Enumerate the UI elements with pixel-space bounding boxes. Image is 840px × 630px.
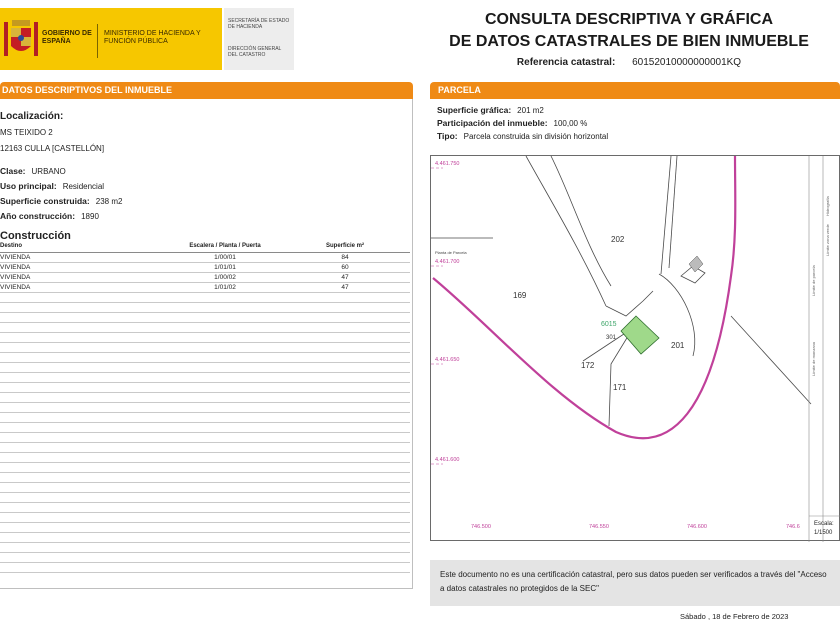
empty-table-row: [0, 293, 410, 303]
superficie-label: Superficie construida:: [0, 196, 90, 206]
column-header: Superficie m²: [325, 243, 364, 249]
document-title: [420, 9, 838, 53]
coat-of-arms-icon: [4, 16, 38, 62]
uso-label: Uso principal:: [0, 181, 57, 191]
empty-table-row: [0, 343, 410, 353]
table-cell: VIVIENDA: [0, 254, 31, 261]
anio-label: Año construcción:: [0, 211, 76, 221]
table-cell: 1/01/01: [214, 264, 236, 271]
construccion-table: [0, 243, 410, 573]
construccion-title: Construcción: [0, 230, 71, 242]
secretaria-label: SECRETARÍA DE ESTADO DE HACIENDA: [228, 18, 290, 30]
empty-table-row: [0, 453, 410, 463]
tipo-value: Parcela construida sin división horizontal: [463, 132, 609, 141]
empty-table-row: [0, 423, 410, 433]
empty-table-row: [0, 563, 410, 573]
clase-label: Clase:: [0, 166, 26, 176]
divider: [97, 24, 98, 58]
empty-table-row: [0, 443, 410, 453]
table-row: [0, 283, 410, 293]
superficie-value: 238 m2: [95, 197, 123, 206]
sup-grafica-row: [437, 104, 837, 117]
secretaria-block: [224, 8, 294, 70]
empty-table-row: [0, 493, 410, 503]
direccion-label: DIRECCIÓN GENERAL DEL CATASTRO: [228, 46, 282, 58]
government-logo-block: [0, 8, 222, 70]
sup-grafica-value: 201 m2: [517, 106, 544, 115]
y-coordinate-label: 4.461.700: [435, 259, 460, 265]
sup-grafica-label: Superficie gráfica:: [437, 105, 512, 115]
table-cell: 1/01/02: [214, 284, 236, 291]
x-coordinate-label: 746.550: [589, 524, 609, 530]
x-coordinate-label: 746.500: [471, 524, 491, 530]
empty-table-row: [0, 483, 410, 493]
empty-table-row: [0, 353, 410, 363]
legend-manzana: Límite de manzana: [811, 341, 816, 376]
parcel-number: 301: [606, 335, 617, 341]
column-header: Destino: [0, 243, 23, 249]
table-cell: 47: [341, 284, 349, 291]
empty-table-row: [0, 373, 410, 383]
empty-table-row: [0, 463, 410, 473]
parcel-number: 169: [513, 291, 527, 300]
anio-value: 1890: [81, 212, 99, 221]
title-line-2: DE DATOS CATASTRALES DE BIEN INMUEBLE: [449, 33, 809, 50]
legend-parcela: Límite de parcela: [811, 265, 816, 296]
y-coordinate-label: 4.461.750: [435, 161, 460, 167]
cadastral-map[interactable]: [430, 155, 840, 541]
parcela-info: [437, 104, 837, 143]
table-row: [0, 263, 410, 273]
empty-table-row: [0, 523, 410, 533]
ministerio-label: MINISTERIO DE HACIENDA Y FUNCIÓN PÚBLICA: [104, 30, 201, 45]
table-cell: 1/00/01: [214, 254, 236, 261]
target-parcel: [621, 316, 659, 354]
participacion-value: 100,00 %: [553, 119, 588, 128]
table-cell: 60: [341, 264, 349, 271]
parcel-number: 172: [581, 361, 595, 370]
address-line-2: 12163 CULLA [CASTELLÓN]: [0, 144, 105, 153]
datos-descriptivos-header: DATOS DESCRIPTIVOS DEL INMUEBLE: [0, 82, 413, 99]
empty-table-row: [0, 333, 410, 343]
empty-table-row: [0, 433, 410, 443]
table-row: [0, 273, 410, 283]
parcel-number: 201: [671, 341, 685, 350]
table-cell: VIVIENDA: [0, 264, 31, 271]
address-line-1: MS TEIXIDO 2: [0, 128, 53, 137]
anio-row: [0, 209, 99, 224]
legend-zona-verde: Límite zona verde: [825, 224, 830, 256]
empty-table-row: [0, 323, 410, 333]
parcela-header: PARCELA: [430, 82, 840, 99]
ref-label: Referencia catastral:: [516, 57, 616, 68]
superficie-row: [0, 194, 122, 209]
empty-table-row: [0, 383, 410, 393]
empty-table-row: [0, 413, 410, 423]
table-row: [0, 253, 410, 263]
table-cell: 84: [341, 254, 349, 261]
scale-label: Escala:: [814, 521, 834, 527]
empty-table-row: [0, 543, 410, 553]
table-cell: VIVIENDA: [0, 274, 31, 281]
legend-hidrografia: Hidrografía: [825, 196, 830, 216]
ref-value: 60152010000000001KQ: [632, 57, 742, 68]
scale-value: 1/1500: [814, 530, 833, 536]
road-boundary: [433, 156, 735, 438]
gobierno-label: GOBIERNO DE ESPAÑA: [42, 30, 92, 45]
empty-table-row: [0, 513, 410, 523]
table-cell: VIVIENDA: [0, 284, 31, 291]
tipo-row: [437, 130, 837, 143]
table-cell: 1/00/02: [214, 274, 236, 281]
parcel-number: 6015: [601, 321, 617, 328]
tipo-label: Tipo:: [437, 131, 458, 141]
empty-table-row: [0, 473, 410, 483]
y-coordinate-label: 4.461.600: [435, 457, 460, 463]
document-date: Sábado , 18 de Febrero de 2023: [680, 612, 789, 621]
clase-row: [0, 164, 66, 179]
parcel-number: 171: [613, 383, 627, 392]
verification-note: Este documento no es una certificación catastral, pero sus datos pueden ser verificados a través del "Acceso a datos catastrales no protegidos de la SEC": [430, 560, 840, 606]
empty-table-row: [0, 533, 410, 543]
referencia-catastral: [420, 57, 838, 68]
empty-table-row: [0, 553, 410, 563]
title-line-1: CONSULTA DESCRIPTIVA Y GRÁFICA: [484, 11, 773, 28]
parcel-number: 202: [611, 235, 625, 244]
empty-table-rows: [0, 293, 410, 573]
participacion-row: [437, 117, 837, 130]
uso-row: [0, 179, 104, 194]
participacion-label: Participación del inmueble:: [437, 118, 548, 128]
place-label: Planta de Parcela: [435, 250, 467, 255]
y-coordinate-label: 4.461.650: [435, 357, 460, 363]
x-coordinate-label: 746.600: [687, 524, 707, 530]
x-coordinate-label: 746.6: [786, 524, 800, 530]
empty-table-row: [0, 393, 410, 403]
empty-table-row: [0, 303, 410, 313]
empty-table-row: [0, 503, 410, 513]
column-header: Escalera / Planta / Puerta: [189, 243, 261, 249]
empty-table-row: [0, 363, 410, 373]
localizacion-label: Localización:: [0, 111, 64, 122]
empty-table-row: [0, 313, 410, 323]
uso-value: Residencial: [62, 182, 105, 191]
clase-value: URBANO: [31, 167, 66, 176]
map-canvas: [431, 156, 840, 542]
table-header: [0, 243, 410, 253]
table-cell: 47: [341, 274, 349, 281]
empty-table-row: [0, 403, 410, 413]
